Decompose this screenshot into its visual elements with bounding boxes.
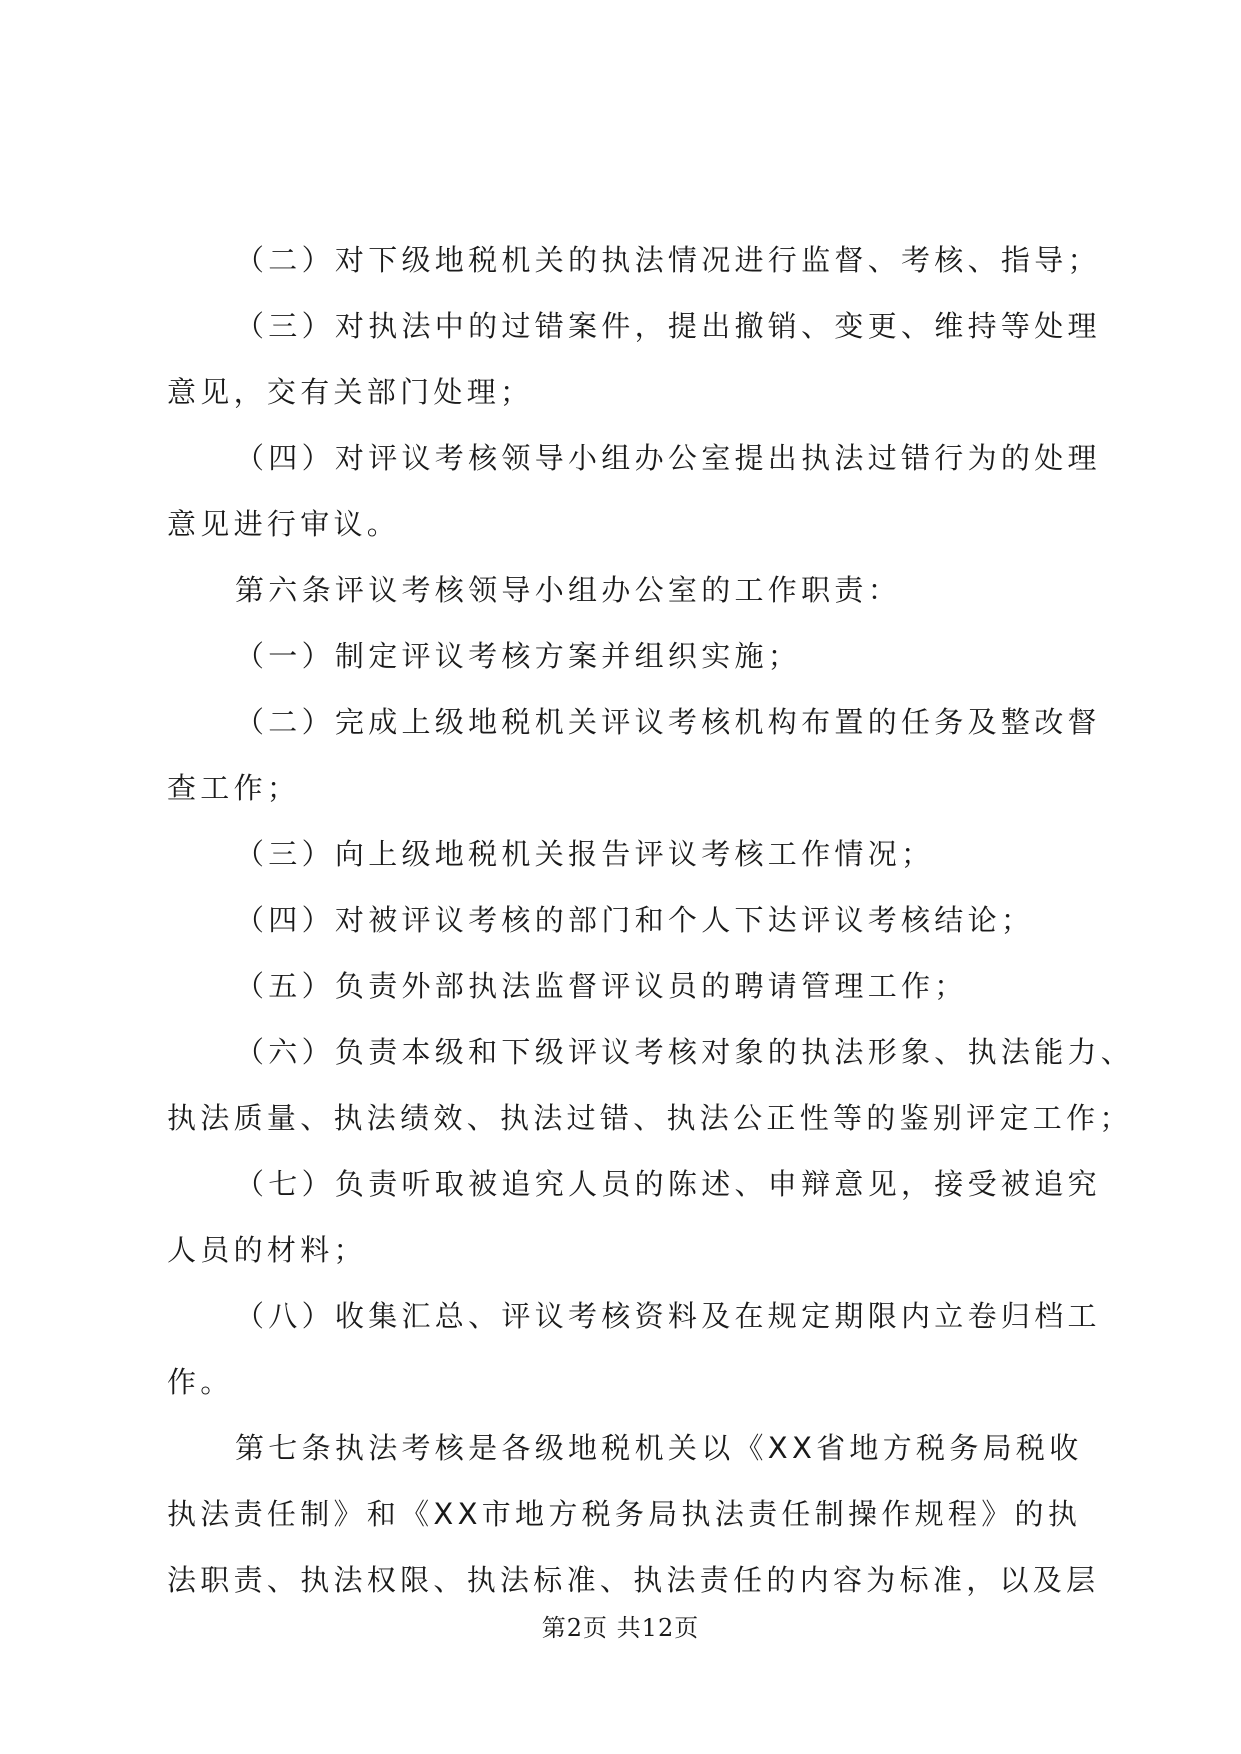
text-line: 法职责、执法权限、执法标准、执法责任的内容为标准，以及层	[167, 1563, 1100, 1597]
document-body	[167, 227, 1135, 1613]
text-line: 查工作；	[167, 771, 301, 805]
text-line: （二）完成上级地税机关评议考核机构布置的任务及整改督	[235, 705, 1101, 739]
page-footer: 第2页 共12页	[541, 1614, 700, 1642]
text-line: 作。	[167, 1365, 234, 1399]
text-line: （六）负责本级和下级评议考核对象的执法形象、执法能力、	[235, 1035, 1135, 1069]
text-line: （三）向上级地税机关报告评议考核工作情况；	[235, 837, 935, 871]
text-line: 执法质量、执法绩效、执法过错、执法公正性等的鉴别评定工作；	[167, 1101, 1133, 1135]
text-line: （三）对执法中的过错案件，提出撤销、变更、维持等处理	[235, 309, 1101, 343]
text-line: 第六条评议考核领导小组办公室的工作职责：	[235, 573, 902, 607]
text-line: （四）对评议考核领导小组办公室提出执法过错行为的处理	[235, 441, 1101, 475]
text-line: （八）收集汇总、评议考核资料及在规定期限内立卷归档工	[235, 1299, 1101, 1333]
text-line: 执法责任制》和《XX市地方税务局执法责任制操作规程》的执	[167, 1497, 1082, 1531]
text-line: 第七条执法考核是各级地税机关以《XX省地方税务局税收	[235, 1431, 1083, 1465]
text-line: （一）制定评议考核方案并组织实施；	[235, 639, 802, 673]
text-line: 意见进行审议。	[167, 507, 401, 541]
text-line: （二）对下级地税机关的执法情况进行监督、考核、指导；	[235, 243, 1101, 277]
text-line: （四）对被评议考核的部门和个人下达评议考核结论；	[235, 903, 1035, 937]
text-line: 意见，交有关部门处理；	[167, 375, 534, 409]
text-line: （七）负责听取被追究人员的陈述、申辩意见，接受被追究	[235, 1167, 1101, 1201]
text-line: （五）负责外部执法监督评议员的聘请管理工作；	[235, 969, 968, 1003]
text-line: 人员的材料；	[167, 1233, 367, 1267]
